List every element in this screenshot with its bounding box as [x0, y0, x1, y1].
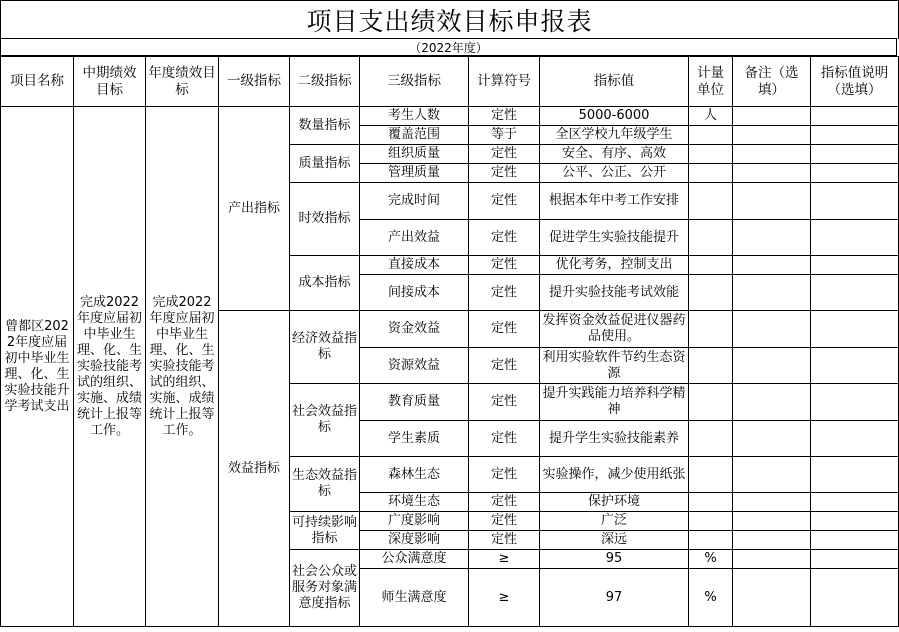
unit-cell	[689, 220, 733, 256]
level2-cost: 成本指标	[290, 256, 360, 311]
value-cell: 97	[540, 569, 689, 627]
remark-cell	[733, 164, 811, 183]
symbol-cell: 定性	[469, 311, 540, 348]
header-row	[1, 57, 899, 107]
header-description: 指标值说明（选填）	[811, 57, 899, 107]
level2-economic: 经济效益指标	[290, 311, 360, 384]
symbol-cell: 定性	[469, 275, 540, 311]
symbol-cell: 定性	[469, 183, 540, 220]
remark-cell	[733, 531, 811, 550]
value-cell: 公平、公正、公开	[540, 164, 689, 183]
value-cell: 实验操作，减少使用纸张	[540, 457, 689, 493]
performance-goal-table	[0, 56, 899, 627]
mid-term-goal-cell: 完成2022年度应届初中毕业生理、化、生实验技能考试的组织、实施、成绩统计上报等工作。	[74, 107, 146, 627]
description-cell	[811, 126, 899, 145]
value-cell: 全区学校九年级学生	[540, 126, 689, 145]
level2-ecological: 生态效益指标	[290, 457, 360, 512]
symbol-cell: 等于	[469, 126, 540, 145]
value-cell: 保护环境	[540, 493, 689, 512]
description-cell	[811, 164, 899, 183]
level3-cell: 组织质量	[360, 145, 469, 164]
level3-cell: 教育质量	[360, 384, 469, 421]
symbol-cell: 定性	[469, 512, 540, 531]
level3-cell: 学生素质	[360, 421, 469, 457]
unit-cell	[689, 384, 733, 421]
symbol-cell: 定性	[469, 145, 540, 164]
description-cell	[811, 550, 899, 569]
description-cell	[811, 145, 899, 164]
unit-cell	[689, 183, 733, 220]
description-cell	[811, 256, 899, 275]
unit-cell: %	[689, 550, 733, 569]
remark-cell	[733, 493, 811, 512]
level1-benefit: 效益指标	[219, 311, 290, 627]
unit-cell	[689, 164, 733, 183]
remark-cell	[733, 348, 811, 384]
level3-cell: 森林生态	[360, 457, 469, 493]
value-cell: 发挥资金效益促进仪器药品使用。	[540, 311, 689, 348]
value-cell: 提升实验技能考试效能	[540, 275, 689, 311]
description-cell	[811, 457, 899, 493]
symbol-cell: 定性	[469, 348, 540, 384]
project-name-cell: 曾都区2022年度应届初中毕业生理、化、生实验技能升学考试支出	[1, 107, 74, 627]
level2-satisfaction: 社会公众或服务对象满意度指标	[290, 550, 360, 627]
level3-cell: 资金效益	[360, 311, 469, 348]
unit-cell	[689, 421, 733, 457]
symbol-cell: 定性	[469, 164, 540, 183]
unit-cell	[689, 348, 733, 384]
unit-cell	[689, 126, 733, 145]
symbol-cell: 定性	[469, 384, 540, 421]
unit-cell	[689, 457, 733, 493]
description-cell	[811, 220, 899, 256]
level1-output: 产出指标	[219, 107, 290, 311]
value-cell: 提升学生实验技能素养	[540, 421, 689, 457]
symbol-cell: ≥	[469, 569, 540, 627]
remark-cell	[733, 311, 811, 348]
symbol-cell: 定性	[469, 220, 540, 256]
symbol-cell: 定性	[469, 107, 540, 126]
level3-cell: 管理质量	[360, 164, 469, 183]
description-cell	[811, 569, 899, 627]
value-cell: 安全、有序、高效	[540, 145, 689, 164]
value-cell: 促进学生实验技能提升	[540, 220, 689, 256]
level3-cell: 公众满意度	[360, 550, 469, 569]
remark-cell	[733, 183, 811, 220]
annual-goal-cell: 完成2022年度应届初中毕业生理、化、生实验技能考试的组织、实施、成绩统计上报等工作。	[146, 107, 219, 627]
level2-social: 社会效益指标	[290, 384, 360, 457]
level3-cell: 资源效益	[360, 348, 469, 384]
description-cell	[811, 531, 899, 550]
remark-cell	[733, 126, 811, 145]
header-level1: 一级指标	[219, 57, 290, 107]
symbol-cell: 定性	[469, 421, 540, 457]
level3-cell: 师生满意度	[360, 569, 469, 627]
remark-cell	[733, 145, 811, 164]
level2-sustainable: 可持续影响指标	[290, 512, 360, 550]
value-cell: 5000-6000	[540, 107, 689, 126]
value-cell: 95	[540, 550, 689, 569]
level2-timeliness: 时效指标	[290, 183, 360, 256]
value-cell: 提升实践能力培养科学精神	[540, 384, 689, 421]
level3-cell: 直接成本	[360, 256, 469, 275]
remark-cell	[733, 107, 811, 126]
unit-cell: %	[689, 569, 733, 627]
unit-cell: 人	[689, 107, 733, 126]
remark-cell	[733, 220, 811, 256]
remark-cell	[733, 569, 811, 627]
unit-cell	[689, 493, 733, 512]
table-row	[1, 107, 899, 126]
header-calc-symbol: 计算符号	[469, 57, 540, 107]
level3-cell: 覆盖范围	[360, 126, 469, 145]
level3-cell: 环境生态	[360, 493, 469, 512]
header-annual-goal: 年度绩效目标	[146, 57, 219, 107]
description-cell	[811, 421, 899, 457]
year-label: （2022年度）	[0, 38, 897, 56]
value-cell: 广泛	[540, 512, 689, 531]
symbol-cell: 定性	[469, 457, 540, 493]
description-cell	[811, 348, 899, 384]
header-level2: 二级指标	[290, 57, 360, 107]
level3-cell: 产出效益	[360, 220, 469, 256]
header-mid-term-goal: 中期绩效目标	[74, 57, 146, 107]
level3-cell: 广度影响	[360, 512, 469, 531]
remark-cell	[733, 421, 811, 457]
description-cell	[811, 512, 899, 531]
level2-quantity: 数量指标	[290, 107, 360, 145]
unit-cell	[689, 311, 733, 348]
remark-cell	[733, 457, 811, 493]
unit-cell	[689, 512, 733, 531]
level3-cell: 深度影响	[360, 531, 469, 550]
remark-cell	[733, 256, 811, 275]
unit-cell	[689, 275, 733, 311]
value-cell: 深远	[540, 531, 689, 550]
form-title: 项目支出绩效目标申报表	[0, 0, 899, 39]
symbol-cell: 定性	[469, 493, 540, 512]
symbol-cell: 定性	[469, 256, 540, 275]
level3-cell: 完成时间	[360, 183, 469, 220]
header-remark: 备注（选填）	[733, 57, 811, 107]
header-project-name: 项目名称	[1, 57, 74, 107]
unit-cell	[689, 145, 733, 164]
description-cell	[811, 311, 899, 348]
level2-quality: 质量指标	[290, 145, 360, 183]
unit-cell	[689, 531, 733, 550]
description-cell	[811, 183, 899, 220]
remark-cell	[733, 512, 811, 531]
header-target-value: 指标值	[540, 57, 689, 107]
level3-cell: 间接成本	[360, 275, 469, 311]
description-cell	[811, 384, 899, 421]
description-cell	[811, 275, 899, 311]
remark-cell	[733, 550, 811, 569]
remark-cell	[733, 384, 811, 421]
description-cell	[811, 493, 899, 512]
description-cell	[811, 107, 899, 126]
header-unit: 计量单位	[689, 57, 733, 107]
header-level3: 三级指标	[360, 57, 469, 107]
level3-cell: 考生人数	[360, 107, 469, 126]
symbol-cell: ≥	[469, 550, 540, 569]
symbol-cell: 定性	[469, 531, 540, 550]
value-cell: 优化考务，控制支出	[540, 256, 689, 275]
unit-cell	[689, 256, 733, 275]
remark-cell	[733, 275, 811, 311]
value-cell: 利用实验软件节约生态资源	[540, 348, 689, 384]
value-cell: 根据本年中考工作安排	[540, 183, 689, 220]
